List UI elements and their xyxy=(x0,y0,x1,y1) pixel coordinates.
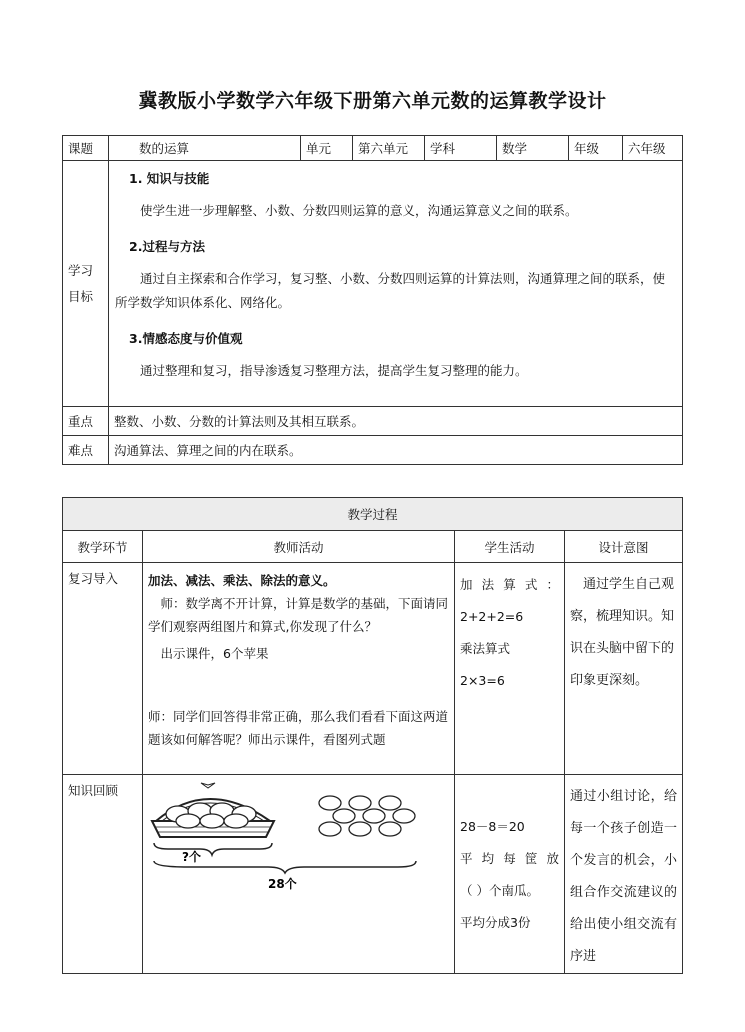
row1-student-l2: 2+2+2=6 xyxy=(460,609,524,624)
row2-student-l1: 28－8＝20 xyxy=(460,819,525,834)
keti-label: 课题 xyxy=(63,136,109,161)
xueke-value: 数学 xyxy=(497,136,569,161)
difficult-text: 沟通算法、算理之间的内在联系。 xyxy=(109,436,683,465)
goal-3-text: 通过整理和复习，指导渗透复习整理方法，提高学生复习整理的能力。 xyxy=(140,363,528,378)
row2-student-l2: 平均每筐放 xyxy=(460,851,559,866)
col-teacher-header: 教师活动 xyxy=(143,531,455,563)
goal-1-heading: 1. 知识与技能 xyxy=(129,171,210,186)
goals-content xyxy=(109,161,683,407)
row1-teacher-heading: 加法、减法、乘法、除法的意义。 xyxy=(148,573,336,588)
row1-teacher xyxy=(143,563,455,775)
col-stage-header: 教学环节 xyxy=(63,531,143,563)
page-title: 冀教版小学数学六年级下册第六单元数的运算教学设计 xyxy=(138,90,607,112)
goal-3-heading: 3.情感态度与价值观 xyxy=(129,331,243,346)
row1-student xyxy=(455,563,565,775)
xueke-label: 学科 xyxy=(425,136,497,161)
goal-1-text: 使学生进一步理解整、小数、分数四则运算的意义，沟通运算意义之间的联系。 xyxy=(140,203,578,218)
row1-teacher-p3: 师：同学们回答得非常正确，那么我们看看下面这两道题该如何解答呢？师出示课件，看图列式题 xyxy=(148,709,449,747)
pumpkin-illustration xyxy=(148,781,449,901)
teaching-process-table xyxy=(62,497,683,974)
key-text: 整数、小数、分数的计算法则及其相互联系。 xyxy=(109,407,683,436)
lesson-info-table xyxy=(62,135,683,465)
nianji-label: 年级 xyxy=(569,136,623,161)
row1-teacher-p1: 师：数学离不开计算，计算是数学的基础，下面请同学们观察两组图片和算式,你发现了什么？ xyxy=(148,596,449,634)
row1-teacher-p2: 出示课件，6个苹果 xyxy=(160,646,269,661)
key-label: 重点 xyxy=(63,407,109,436)
keti-value: 数的运算 xyxy=(109,136,301,161)
difficult-label: 难点 xyxy=(63,436,109,465)
danyuan-label: 单元 xyxy=(301,136,353,161)
row1-student-l1: 加法算式： xyxy=(460,577,559,592)
row1-student-l4: 2×3=6 xyxy=(460,673,505,688)
row2-intent: 通过小组讨论，给每一个孩子创造一个发言的机会，小组合作交流建议的给出使小组交流有序进 xyxy=(565,775,683,974)
process-header: 教学过程 xyxy=(63,498,683,531)
col-intent-header: 设计意图 xyxy=(565,531,683,563)
row1-stage: 复习导入 xyxy=(63,563,143,775)
row1-student-l3: 乘法算式 xyxy=(460,641,511,656)
row2-illustration-cell xyxy=(143,775,455,974)
nianji-value: 六年级 xyxy=(623,136,683,161)
goals-label xyxy=(63,161,109,407)
row2-student-l4: 平均分成3份 xyxy=(460,915,531,930)
col-student-header: 学生活动 xyxy=(455,531,565,563)
danyuan-value: 第六单元 xyxy=(353,136,425,161)
row2-student-l3: （ ）个南瓜。 xyxy=(460,883,539,898)
row1-intent: 通过学生自己观察，梳理知识。知识在头脑中留下的印象更深刻。 xyxy=(565,563,683,775)
label-total-count: 28个 xyxy=(268,877,297,891)
row2-stage: 知识回顾 xyxy=(63,775,143,974)
row2-student xyxy=(455,775,565,974)
goals-label-line2: 目标 xyxy=(68,288,94,304)
goals-label-line1: 学习 xyxy=(68,262,94,278)
label-question-count: ?个 xyxy=(182,850,201,864)
goal-2-heading: 2.过程与方法 xyxy=(129,239,205,254)
goal-2-text: 通过自主探索和合作学习，复习整、小数、分数四则运算的计算法则，沟通算理之间的联系，使所学数学知识体系化、网络化。 xyxy=(115,271,666,310)
basket-pumpkin-drawing xyxy=(148,781,448,901)
